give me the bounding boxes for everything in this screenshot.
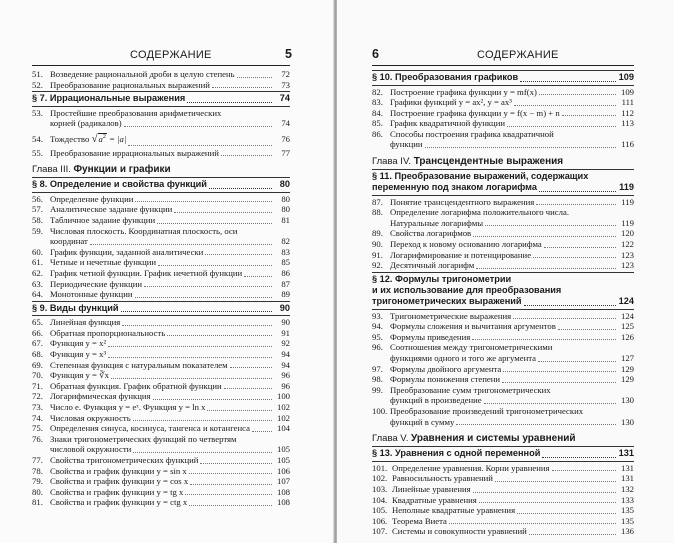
toc-entry[interactable]: 82. Построение графика функции y = mf(x) 109 [372,86,634,97]
toc-entry[interactable]: 100. Преобразование произведений тригонометрических [372,406,584,417]
section-title: § 11. Преобразование выражений, содержащих [372,171,589,182]
entry-title: Функция y = x³ [50,349,107,360]
section-rule [372,446,634,447]
entry-title: Число e. Функция y = eˣ. Функция y = ln x [50,402,206,413]
entry-title: Графики функций y = ax², y = ax³ [390,97,512,108]
toc-entry[interactable]: 92. Десятичный логарифм 123 [372,260,634,271]
entry-title: Свойства и график функции y = cos x [50,476,189,487]
entry-title: Свойства и график функции y = sin x [50,465,187,476]
entry-title: Линейная функция [50,317,121,328]
section-rule [372,461,634,462]
chapter-title: Функции и графики [73,164,171,176]
toc-entry[interactable]: 65. Линейная функция 90 [32,317,290,328]
toc-entry[interactable]: 89. Свойства логарифмов 120 [372,228,634,239]
toc-entry[interactable]: 106. Теорема Виета 135 [372,515,634,526]
chapter-heading[interactable] [372,155,634,168]
entry-title: График четной функции. График нечетной функции [50,268,243,279]
toc-entry[interactable] [32,148,290,159]
entry-title: Преобразование рациональных выражений [50,79,210,90]
leader-dots [128,145,272,146]
entry-title: Числовая окружность [50,412,131,423]
toc-entry[interactable]: 75. Определения синуса, косинуса, тангенса и котангенса 104 [32,423,290,434]
chapter-label: Глава V. [372,433,409,445]
toc-entry-continuation[interactable]: Натуральные логарифмы 119 [390,217,634,228]
section-heading[interactable] [32,93,290,105]
section-title: § 8. Определение и свойства функций [32,179,207,190]
toc-entry[interactable]: 98. Формулы понижения степени 129 [372,374,634,385]
chapter-label: Глава IV. [372,156,412,168]
entry-title: Способы построения графика квадратичной [390,128,554,139]
header-rule [32,65,290,66]
entry-page: 74 [281,118,290,129]
entry-title: Обратная функция. График обратной функции [50,380,222,391]
toc-entry[interactable]: 94. Формулы сложения и вычитания аргументов 125 [372,321,634,332]
entry-number: 53. [32,107,43,118]
chapter-title: Уравнения и системы уравнений [411,433,576,445]
left-page [0,0,334,543]
running-header-title: СОДЕРЖАНИЕ [477,49,559,61]
entry-title: Свойства и график функции y = ctg x [50,497,188,508]
entry-title: Логарифмическая функция [50,391,151,402]
entry-page: 73 [281,79,290,90]
entry-title: Обратная пропорциональность [50,327,166,338]
toc-entry[interactable]: 96. Соотношения между тригонометрическими [372,342,553,353]
toc-entry[interactable]: 84. Построение графика функции y = f(x − m) + n 112 [372,107,634,118]
leader-dots [187,102,272,103]
toc-entry-continuation[interactable] [32,118,290,129]
radicand: $a^2$ [98,133,106,144]
section-rule [32,91,290,92]
chapter-heading[interactable] [372,432,634,445]
toc-entry[interactable]: 64. Монотонные функции 89 [32,289,290,300]
toc-entry[interactable] [32,129,290,148]
toc-entry[interactable]: 83. Графики функций y = ax², y = ax³ 111 [372,97,634,108]
toc-entry-continuation[interactable]: числовой окружности 105 [50,444,290,455]
leader-dots [212,87,272,88]
entry-title: Определение функции [50,193,134,204]
toc-entry[interactable]: 80. Свойства и график функции y = tg x 108 [32,486,290,497]
leader-dots [209,188,272,189]
toc-entry[interactable]: 73. Число e. Функция y = eˣ. Функция y = ln x 102 [32,402,290,413]
entry-title: Четные и нечетные функции [50,257,157,268]
running-header-title: СОДЕРЖАНИЕ [130,49,212,61]
section-rule [372,70,634,71]
chapter-heading[interactable] [32,163,290,176]
toc-entry[interactable]: 74. Числовая окружность 102 [32,412,290,423]
section-title: § 9. Виды функций [32,302,119,313]
toc-entry[interactable]: 63. Периодические функции 87 [32,278,290,289]
toc-entry[interactable]: 62. График четной функции. График нечетной функции 86 [32,268,290,279]
section-title: § 10. Преобразования графиков [372,72,519,82]
toc-entry[interactable]: 67. Функция y = x² 92 [32,338,290,349]
toc-entry[interactable]: 57. Аналитическое задание функции 80 [32,204,290,215]
section-rule [32,192,290,193]
toc-entry[interactable]: 58. Табличное задание функции 81 [32,215,290,226]
entry-number: 55. [32,147,43,158]
section-rule [372,169,634,170]
entry-number: 54. [32,133,43,144]
toc-entry[interactable]: 102. Равносильность уравнений 131 [372,473,634,484]
toc-entry[interactable]: 93. Тригонометрические выражения 124 [372,310,634,321]
section-rule [32,315,290,316]
section-heading[interactable]: § 12. Формулы тригонометрии и их использование для преобразования тригонометрических выражений 124 [372,273,634,307]
toc-entry[interactable] [32,80,290,91]
toc-entry[interactable]: 56. Определение функции 80 [32,193,290,204]
toc-entry[interactable]: 71. Обратная функция. График обратной функции 96 [32,380,290,391]
toc-entry[interactable]: 72. Логарифмическая функция 100 [32,391,290,402]
entry-title: Монотонные функции [50,289,133,300]
toc-entry[interactable]: 85. График квадратичной функции 113 [372,118,634,129]
entry-title: Свойства тригонометрических функций [50,455,199,466]
toc-entry[interactable]: 77. Свойства тригонометрических функций 105 [32,455,290,466]
section-title: § 7. Иррациональные выражения [32,93,186,104]
section-rule [372,272,634,273]
section-title-cont: и их использование для преобразования [372,285,562,296]
toc-entry[interactable]: 87. Понятие трансцендентного выражения 119 [372,196,634,207]
section-rule [32,106,290,107]
toc-entry[interactable]: 66. Обратная пропорциональность 91 [32,327,290,338]
entry-title: Построение графика функции y = f(x − m) + n [390,107,560,118]
entry-title-cont: числовой окружности [50,444,132,455]
section-rule [372,309,634,310]
toc-entry-continuation[interactable]: функциями одного и того же аргумента 127 [390,353,634,364]
toc-entry[interactable]: 90. Переход к новому основанию логарифма 122 [372,239,634,250]
toc-entry[interactable]: 91. Логарифмирование и потенцирование 123 [372,249,634,260]
entry-title: Возведение рациональной дроби в целую степень [50,69,235,79]
toc-entry-continuation[interactable]: функций в сумму 130 [390,416,634,427]
entry-title: Функция y = x² [50,338,107,349]
entry-number: 51. [32,69,43,79]
toc-entry-continuation[interactable]: координат 82 [50,236,290,247]
section-heading[interactable]: § 10. Преобразования графиков 109 [372,72,634,82]
entry-title: График квадратичной функции [390,118,506,129]
entry-title: Числовая плоскость. Координатная плоскость, оси [50,225,238,236]
section-rule [32,177,290,178]
toc-entry[interactable]: 78. Свойства и график функции y = sin x 106 [32,465,290,476]
header-rule [372,65,634,66]
entry-title: Функция y = ∛x [50,370,110,381]
page-number: 6 [372,47,379,61]
toc-entry[interactable]: 104. Квадратные уравнения 133 [372,494,634,505]
entry-title: Периодические функции [50,278,143,289]
toc-entry[interactable]: 105. Неполные квадратные уравнения 135 [372,505,634,516]
entry-title: Определения синуса, косинуса, тангенса и котангенса [50,423,250,434]
toc-entry-continuation[interactable]: функции 116 [390,139,634,150]
toc-entry[interactable]: 79. Свойства и график функции y = cos x 107 [32,476,290,487]
section-page: 74 [279,93,290,104]
entry-title: Преобразование иррациональных выражений [50,147,219,158]
leader-dots [237,77,272,78]
entry-title-cont: координат [50,236,88,247]
toc-entry[interactable]: 95. Формулы приведения 126 [372,331,634,342]
entry-page: 77 [281,147,290,158]
toc-entry[interactable]: 99. Преобразование сумм тригонометрических [372,384,551,395]
radical-sign-icon: √ [91,132,98,145]
entry-page: 76 [281,133,290,144]
entry-title: Построение графика функции y = mf(x) [390,86,537,97]
section-title-cont: тригонометрических выражений [372,296,522,307]
chapter-title: Трансцендентные выражения [413,156,564,168]
toc-entry[interactable] [32,108,290,119]
formula-rhs: = |a| [109,133,127,144]
toc-entry[interactable]: 60. График функции, заданной аналитически 83 [32,246,290,257]
section-rule [32,301,290,302]
leader-dots [221,155,272,156]
entry-title: График функции, заданной аналитически [50,246,204,257]
toc-entry[interactable]: 61. Четные и нечетные функции 85 [32,257,290,268]
toc-entry-continuation[interactable]: функций в произведение 130 [390,395,634,406]
toc-left-column [32,69,290,508]
toc-entry[interactable]: 76. Знаки тригонометрических функций по четвертям [32,433,237,444]
chapter-label: Глава III. [32,164,71,176]
entry-title: Знаки тригонометрических функций по четвертям [50,433,237,444]
entry-title: Простейшие преобразования арифметических [50,107,222,118]
section-title-cont: переменную под знаком логарифма [372,182,537,193]
toc-entry[interactable]: 88. Определение логарифма положительного числа. [372,207,570,218]
toc-entry[interactable]: 68. Функция y = x³ 94 [32,349,290,360]
toc-entry[interactable]: 97. Формулы двойного аргумента 129 [372,363,634,374]
toc-entry[interactable]: 70. Функция y = ∛x 96 [32,370,290,381]
section-rule [372,85,634,86]
entry-title: Свойства и график функции y = tg x [50,486,184,497]
toc-entry[interactable]: 69. Степенная функция с натуральным показателем 94 [32,359,290,370]
entry-title-cont: корней (радикалов) [50,118,122,129]
section-heading[interactable] [32,179,290,191]
toc-entry[interactable]: 107. Системы и совокупности уравнений 136 [372,526,634,537]
right-page [337,0,674,543]
toc-entry[interactable]: 103. Линейные уравнения 132 [372,483,634,494]
toc-entry[interactable]: 81. Свойства и график функции y = ctg x 108 [32,497,290,508]
toc-entry[interactable]: 59. Числовая плоскость. Координатная плоскость, оси [32,225,238,236]
entry-title: Табличное задание функции [50,215,156,226]
section-rule [372,195,634,196]
toc-entry[interactable]: 101. Определение уравнения. Корни уравнения 131 [372,462,634,473]
section-heading[interactable]: § 13. Уравнения с одной переменной 131 [372,448,634,459]
entry-number: 52. [32,79,43,90]
entry-title: Тождество [50,133,90,144]
toc-right-column [372,69,634,537]
section-title: § 12. Формулы тригонометрии [372,273,512,284]
section-page: 80 [279,179,290,190]
entry-page: 72 [281,69,290,79]
leader-dots [124,126,272,127]
page-number: 5 [285,47,292,61]
entry-title: Аналитическое задание функции [50,204,173,215]
toc-entry[interactable] [32,69,290,80]
toc-entry[interactable]: 86. Способы построения графика квадратичной [372,128,554,139]
section-heading[interactable]: § 11. Преобразование выражений, содержащих переменную под знаком логарифма 119 [372,171,634,193]
entry-title: Степенная функция с натуральным показателем [50,359,228,370]
section-heading[interactable]: § 9. Виды функций 90 [32,302,290,313]
